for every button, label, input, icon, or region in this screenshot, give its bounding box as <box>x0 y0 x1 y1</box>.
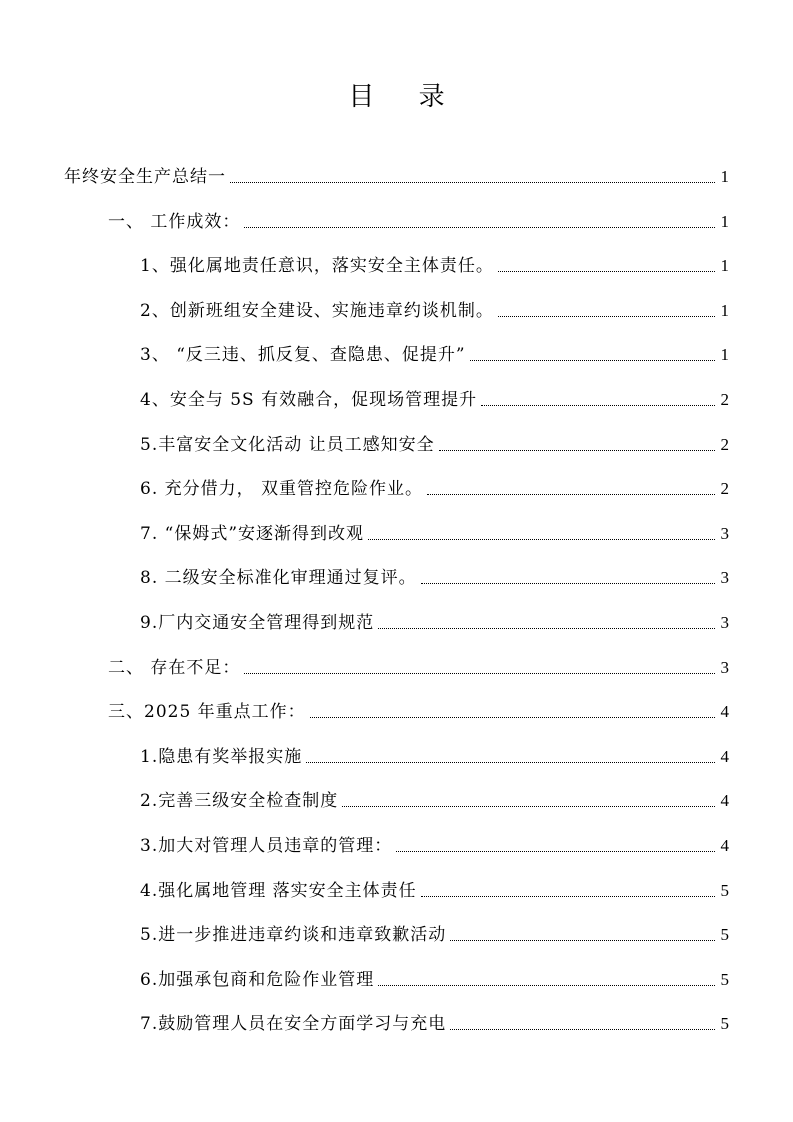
toc-leader-dots <box>498 271 715 272</box>
toc-entry-label: 6.加强承包商和危险作业管理 <box>140 969 375 990</box>
toc-entry-page-number: 5 <box>720 1014 729 1034</box>
toc-entry-label: 年终安全生产总结一 <box>64 167 226 187</box>
toc-entry-label: 2、创新班组安全建设、实施违章约谈机制。 <box>140 300 494 321</box>
toc-leader-dots <box>244 227 715 228</box>
toc-entry-page-number: 3 <box>720 523 729 543</box>
toc-entry-page-number: 4 <box>720 702 729 722</box>
toc-entry-label: 2.完善三级安全检查制度 <box>140 791 339 812</box>
toc-entry[interactable] <box>140 961 729 991</box>
toc-entry-label: 7.鼓励管理人员在安全方面学习与充电 <box>140 1014 447 1035</box>
toc-entry-page-number: 3 <box>720 613 729 632</box>
toc-leader-dots <box>310 717 715 718</box>
toc-entry-label: 6. 充分借力， 双重管控危险作业。 <box>140 479 424 500</box>
toc-entry[interactable] <box>64 158 729 188</box>
toc-entry-label: 5.进一步推进违章约谈和违章致歉活动 <box>140 925 447 946</box>
toc-leader-dots <box>244 673 715 674</box>
toc-entry[interactable] <box>140 336 729 366</box>
toc-entry-label: 1.隐患有奖举报实施 <box>140 746 303 767</box>
toc-leader-dots <box>368 539 715 540</box>
toc-entry-label: 3、 “反三违、抓反复、查隐患、促提升” <box>140 345 466 366</box>
toc-entry[interactable] <box>140 381 729 411</box>
toc-entry-page-number: 3 <box>720 657 729 677</box>
toc-entry[interactable] <box>140 782 729 812</box>
toc-entry-label: 二、 存在不足： <box>108 657 241 678</box>
toc-entry-page-number: 3 <box>720 568 729 588</box>
toc-leader-dots <box>230 182 715 183</box>
toc-entry[interactable] <box>140 515 729 545</box>
toc-entry-page-number: 2 <box>720 434 729 454</box>
toc-leader-dots <box>306 762 715 763</box>
toc-leader-dots <box>421 896 715 897</box>
toc-leader-dots <box>450 940 715 941</box>
toc-leader-dots <box>439 450 715 451</box>
toc-entry[interactable] <box>140 247 729 277</box>
toc-entry[interactable] <box>140 426 729 456</box>
toc-entry-page-number: 1 <box>720 345 729 365</box>
toc-entry-page-number: 5 <box>720 880 729 900</box>
toc-entry-page-number: 4 <box>720 791 729 811</box>
toc-entry-label: 3.加大对管理人员违章的管理： <box>140 836 393 856</box>
toc-entry-page-number: 2 <box>720 390 729 409</box>
toc-entry[interactable] <box>140 916 729 946</box>
toc-entry[interactable] <box>140 738 729 768</box>
toc-entry-page-number: 1 <box>720 256 729 276</box>
toc-entry-label: 三、2025 年重点工作： <box>108 702 306 723</box>
toc-leader-dots <box>378 628 715 629</box>
toc-entry-label: 1、强化属地责任意识，落实安全主体责任。 <box>140 256 494 277</box>
toc-entry[interactable] <box>140 604 729 634</box>
toc-leader-dots <box>427 494 715 495</box>
toc-entry-page-number: 1 <box>720 300 729 320</box>
toc-entry[interactable] <box>108 203 729 233</box>
toc-entry-page-number: 4 <box>720 836 729 855</box>
toc-entry-page-number: 2 <box>720 479 729 499</box>
toc-entry[interactable] <box>108 649 729 679</box>
toc-entry-page-number: 5 <box>720 925 729 945</box>
toc-entry-page-number: 5 <box>720 969 729 989</box>
toc-entry[interactable] <box>140 470 729 500</box>
toc-leader-dots <box>342 806 715 807</box>
toc-entry[interactable] <box>140 559 729 589</box>
toc-leader-dots <box>498 316 715 317</box>
toc-leader-dots <box>378 985 715 986</box>
page-title: 目 录 <box>348 82 463 112</box>
toc-entry[interactable] <box>140 1005 729 1035</box>
toc-entry-label: 一、 工作成效： <box>108 211 241 232</box>
toc-entry[interactable] <box>140 292 729 322</box>
toc-leader-dots <box>421 583 715 584</box>
toc-entry-page-number: 1 <box>720 167 729 186</box>
toc-entry[interactable] <box>108 693 729 723</box>
toc-leader-dots <box>450 1029 715 1030</box>
toc-entry-label: 7. “保姆式”安逐渐得到改观 <box>140 523 365 544</box>
toc-entry-label: 4、安全与 5S 有效融合，促现场管理提升 <box>140 390 478 410</box>
toc-entry[interactable] <box>140 827 729 857</box>
toc-leader-dots <box>396 851 715 852</box>
toc-entry-label: 4.强化属地管理 落实安全主体责任 <box>140 880 417 901</box>
toc-entry-label: 9.厂内交通安全管理得到规范 <box>140 613 375 633</box>
toc-leader-dots <box>470 360 715 361</box>
toc-entry-page-number: 1 <box>720 211 729 231</box>
toc-entry-label: 5.丰富安全文化活动 让员工感知安全 <box>140 434 435 455</box>
toc-entry[interactable] <box>140 872 729 902</box>
toc-leader-dots <box>481 405 715 406</box>
toc-entry-label: 8. 二级安全标准化审理通过复评。 <box>140 568 417 589</box>
toc-entry-page-number: 4 <box>720 746 729 766</box>
